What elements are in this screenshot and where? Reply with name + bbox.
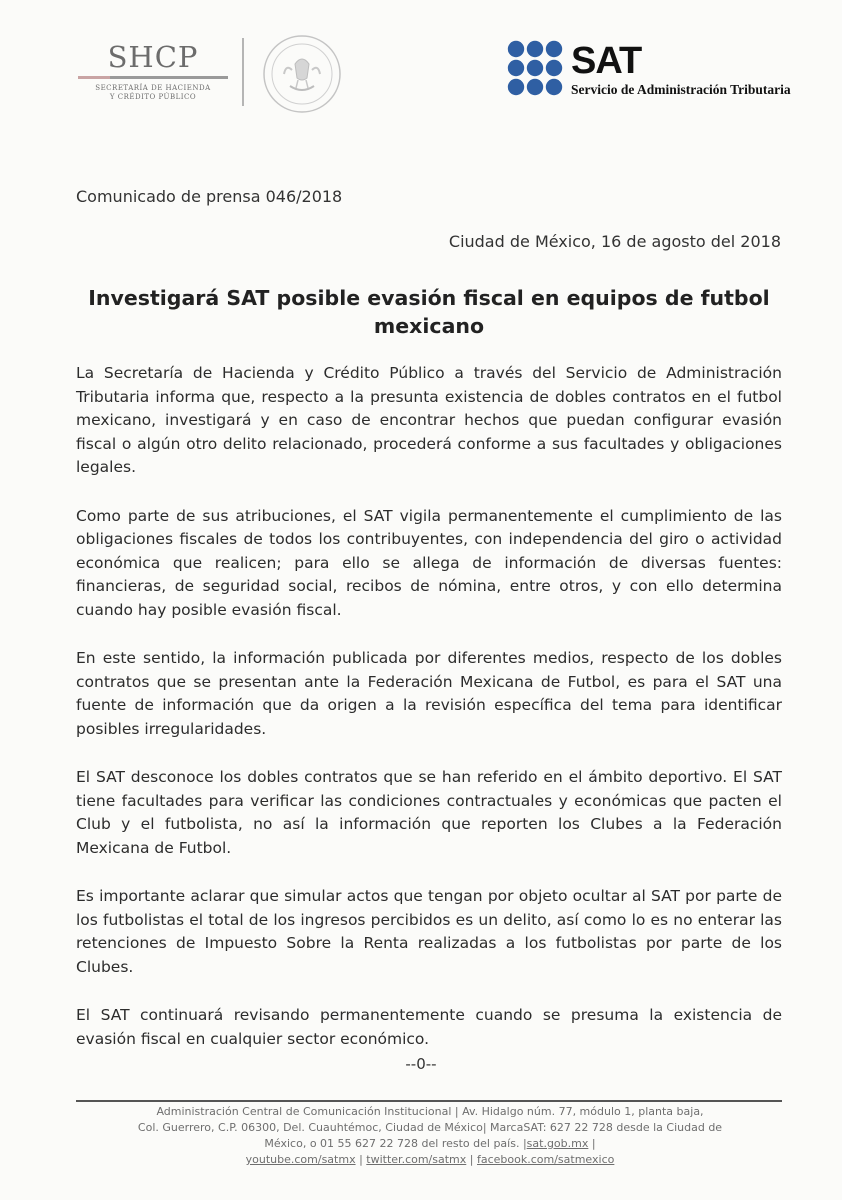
sat-logo bbox=[507, 40, 807, 100]
shcp-acronym: SHCP bbox=[107, 40, 199, 74]
logo-divider bbox=[242, 38, 244, 106]
press-release-number: Comunicado de prensa 046/2018 bbox=[76, 187, 343, 206]
paragraph: Es importante aclarar que simular actos que tengan por objeto ocultar al SAT por parte de los futbolistas el total de los ingresos percibidos es un delito, así como lo es no enterar las retenciones de Impuesto Sobre la Renta realizadas a los futbolistas por parte de los Clubes. bbox=[76, 887, 782, 976]
shcp-subtitle-line2: Y CRÉDITO PÚBLICO bbox=[109, 93, 197, 101]
press-release-body bbox=[76, 362, 782, 1076]
footer-address-line1: Administración Central de Comunicación Institucional | Av. Hidalgo núm. 77, módulo 1, planta baja, bbox=[156, 1105, 704, 1118]
footer-address-line3 bbox=[100, 1136, 760, 1152]
shcp-subtitle-line1: SECRETARÍA DE HACIENDA bbox=[95, 84, 211, 92]
dateline: Ciudad de México, 16 de agosto del 2018 bbox=[448, 232, 781, 251]
letterhead bbox=[0, 0, 842, 140]
mexican-coat-of-arms-seal-icon bbox=[262, 34, 342, 114]
shcp-subtitle bbox=[78, 84, 228, 102]
paragraph: Como parte de sus atribuciones, el SAT vigila permanentemente el cumplimiento de las obligaciones fiscales de todos los contribuyentes, con independencia del giro o actividad económica que realicen; para ello se allega de información de diversas fuentes: financieras, de seguridad social, recibos de nómina, entre otros, y con ello determina cuando hay posible evasión fiscal. bbox=[76, 506, 782, 619]
facebook-link[interactable]: facebook.com/satmexico bbox=[477, 1153, 615, 1166]
paragraph: El SAT desconoce los dobles contratos que se han referido en el ámbito deportivo. El SAT tiene facultades para verificar las condiciones contractuales y económicas que pacten el Club y el futbolista, no así la información que reporten los Clubes a la Federación Mexicana de Futbol. bbox=[76, 768, 782, 857]
footer-address-line2: Col. Guerrero, C.P. 06300, Del. Cuauhtémoc, Ciudad de México| MarcaSAT: 627 22 728 desde la Ciudad de bbox=[137, 1121, 723, 1134]
footer-line3-text: México, o 01 55 627 22 728 del resto del país. | bbox=[264, 1137, 527, 1150]
website-link[interactable]: sat.gob.mx bbox=[526, 1137, 589, 1150]
youtube-link[interactable]: youtube.com/satmx bbox=[245, 1153, 356, 1166]
end-mark: --0-- bbox=[405, 1055, 437, 1073]
footer-divider bbox=[76, 1100, 782, 1102]
document-title: Investigará SAT posible evasión fiscal en equipos de futbol mexicano bbox=[88, 286, 770, 338]
sat-full-name: Servicio de Administración Tributaria bbox=[571, 82, 791, 97]
shcp-rule bbox=[78, 76, 228, 79]
footer-separator: | bbox=[591, 1137, 596, 1150]
sat-acronym: SAT bbox=[571, 40, 642, 82]
sat-dots-icon bbox=[507, 40, 563, 96]
footer bbox=[100, 1104, 760, 1168]
footer-social-links bbox=[100, 1152, 760, 1168]
footer-separator: | bbox=[359, 1153, 363, 1166]
shcp-logo bbox=[78, 42, 228, 102]
footer-separator: | bbox=[469, 1153, 474, 1166]
paragraph: La Secretaría de Hacienda y Crédito Público a través del Servicio de Administración Tributaria informa que, respecto a la presunta existencia de dobles contratos en el futbol mexicano, investigará y en caso de encontrar hechos que puedan configurar evasión fiscal o algún otro delito relacionado, procederá conforme a sus facultades y obligaciones legales. bbox=[76, 364, 782, 476]
paragraph: En este sentido, la información publicada por diferentes medios, respecto de los dobles contratos que se presentan ante la Federación Mexicana de Futbol, es para el SAT una fuente de información que da origen a la revisión específica del tema para identificar posibles irregularidades. bbox=[76, 649, 782, 738]
twitter-link[interactable]: twitter.com/satmx bbox=[366, 1153, 467, 1166]
paragraph: El SAT continuará revisando permanentemente cuando se presuma la existencia de evasión fiscal en cualquier sector económico. bbox=[76, 1006, 782, 1048]
shcp-rule-accent bbox=[78, 76, 110, 79]
